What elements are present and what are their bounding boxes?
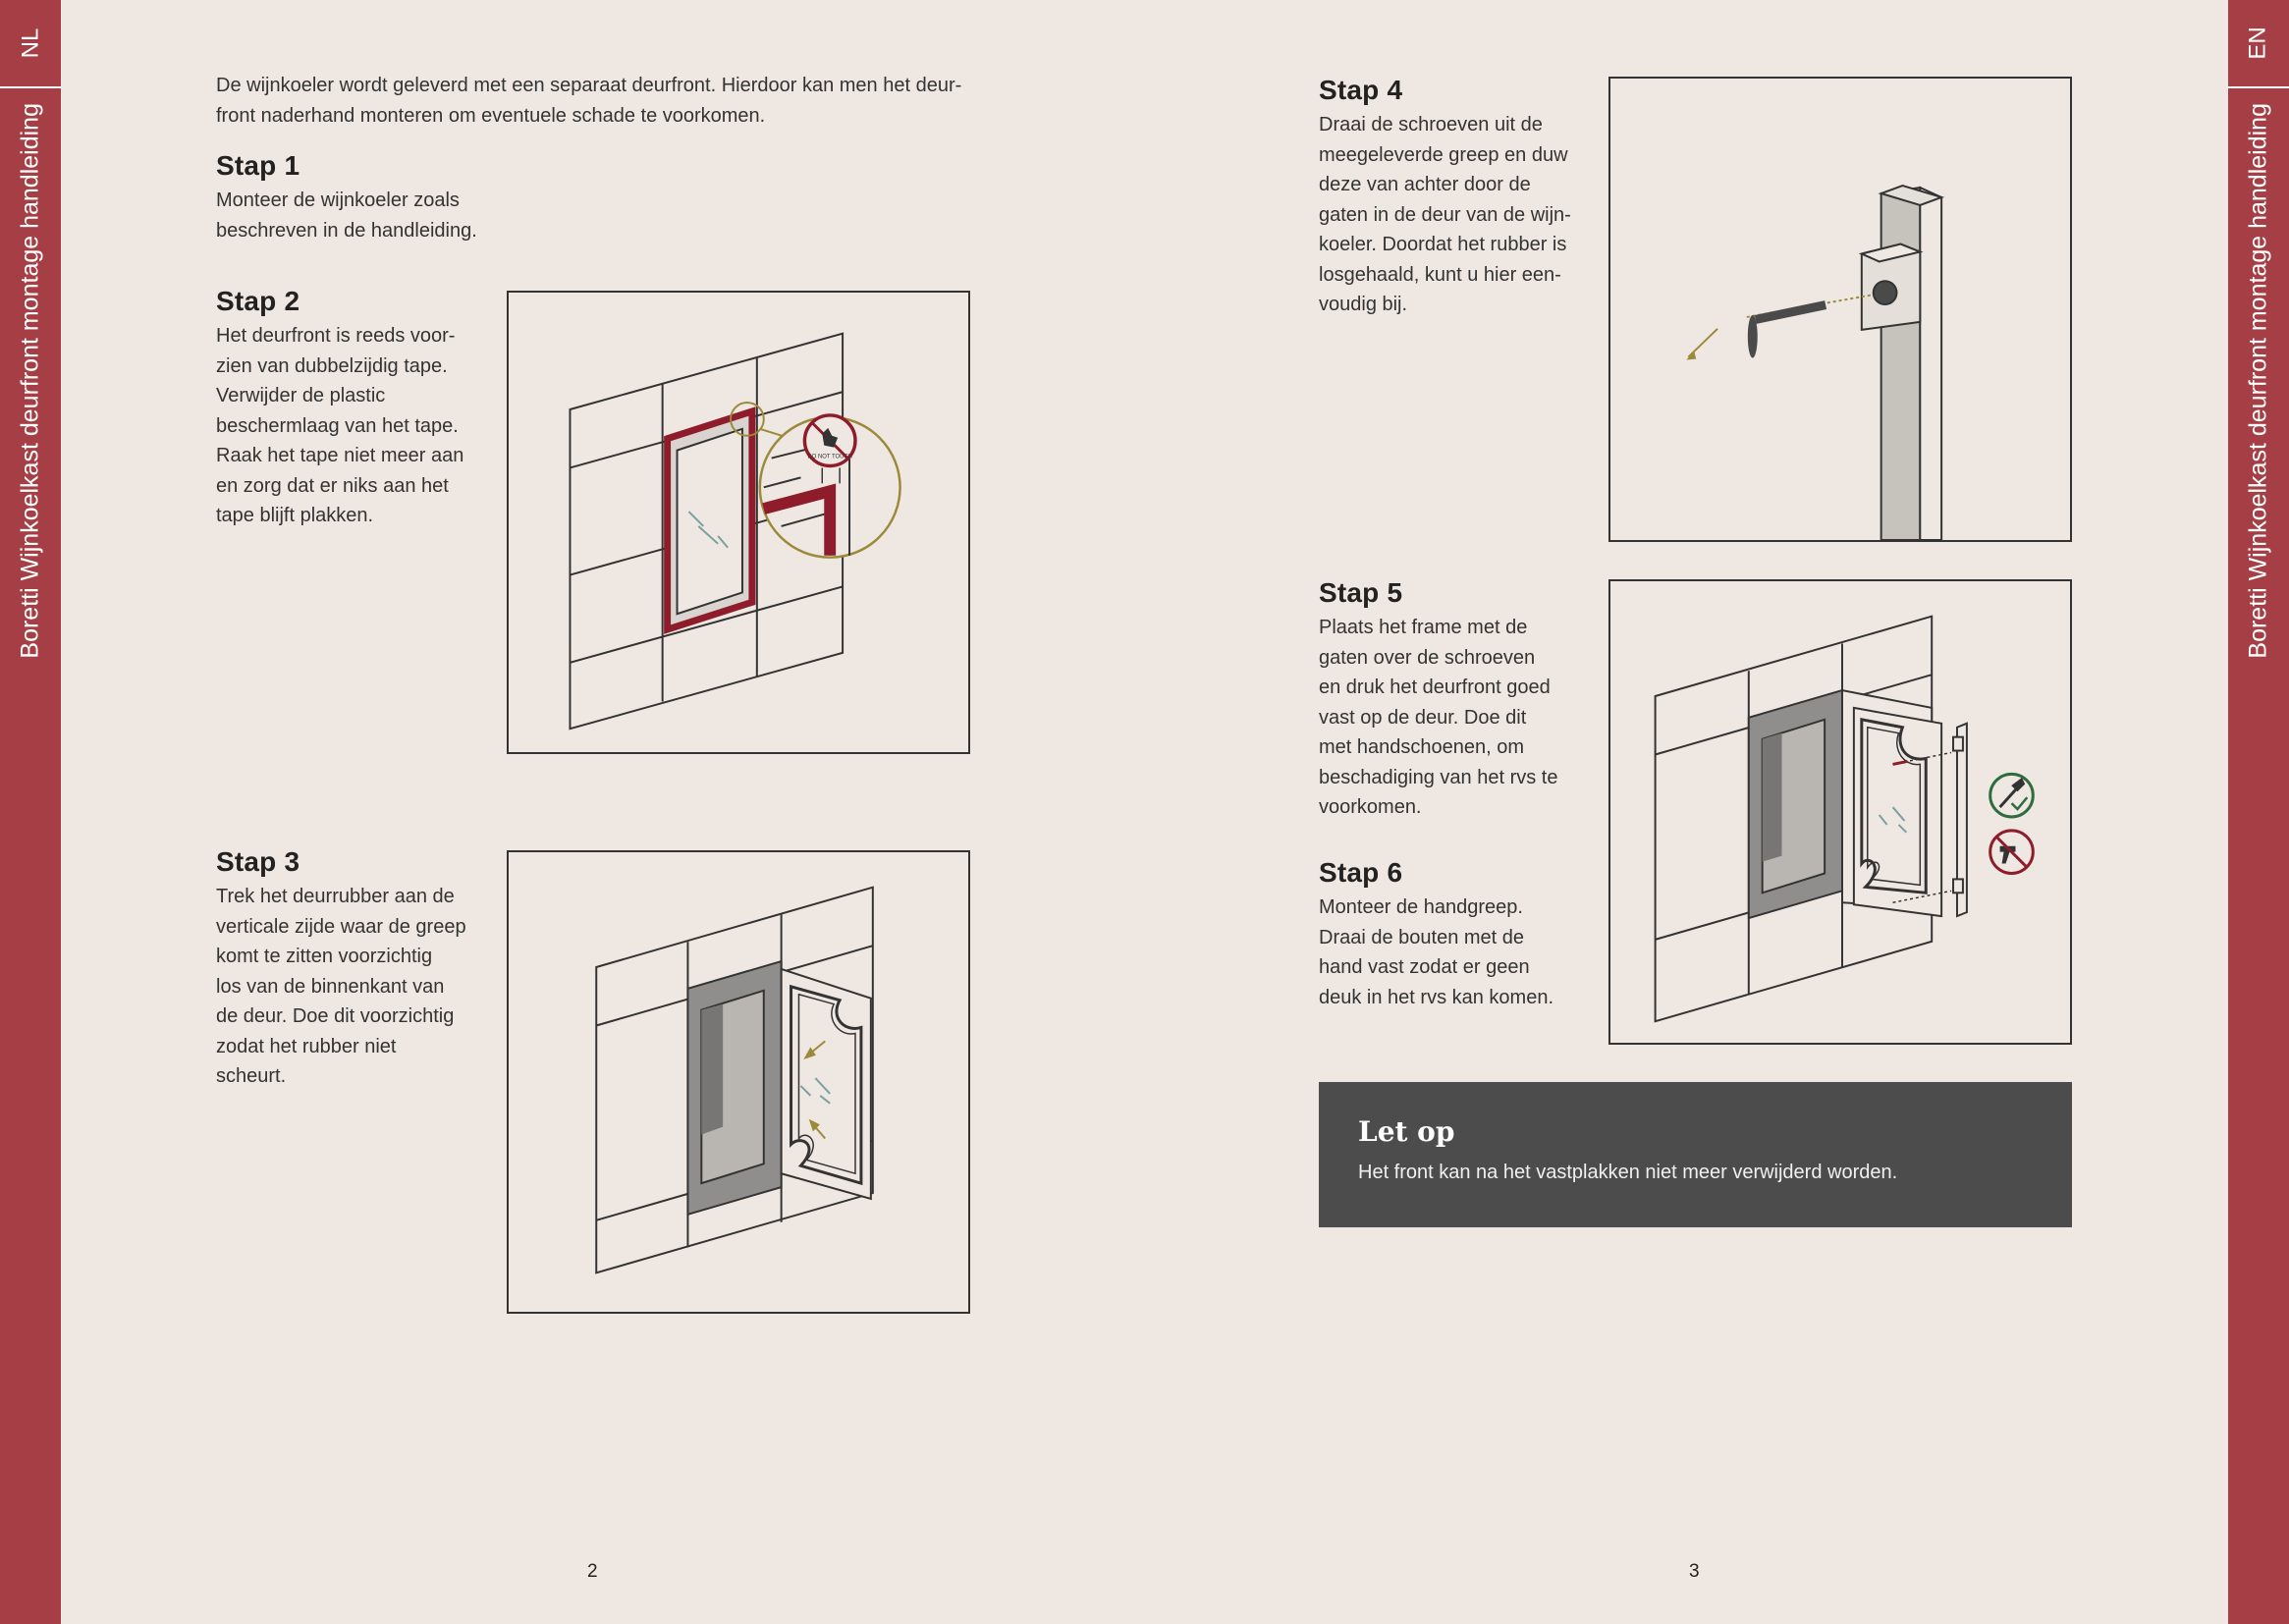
step-text-line: beschreven in de handleiding. xyxy=(216,219,477,242)
page-number-left: 2 xyxy=(587,1561,598,1582)
step-text-line: beschermlaag van het tape. xyxy=(216,414,459,437)
illustration-door-rubber xyxy=(509,852,968,1312)
manual-title: Boretti Wijnkoelkast deurfront montage handleiding xyxy=(17,103,44,659)
step-3 xyxy=(216,846,511,1092)
step-1 xyxy=(216,150,511,245)
step-text-line: Plaats het frame met de xyxy=(1319,617,1528,638)
manual-title: Boretti Wijnkoelkast deurfront montage handleiding xyxy=(2245,103,2272,659)
warning-note xyxy=(1319,1082,2072,1227)
step-text-line: tape blijft plakken. xyxy=(216,505,374,526)
step-title: Stap 3 xyxy=(216,846,300,877)
step-text-line: Draai de schroeven uit de xyxy=(1319,114,1543,135)
sidebar-right xyxy=(2228,0,2289,1624)
step-text-line: deuk in het rvs kan komen. xyxy=(1319,986,1554,1008)
language-tab-en xyxy=(2228,0,2289,88)
step-text-line: en druk het deurfront goed xyxy=(1319,677,1551,698)
step-text-line: komt te zitten voorzichtig xyxy=(216,946,433,967)
step-text-line: hand vast zodat er geen xyxy=(1319,956,1530,978)
intro-line-2: front naderhand monteren om eventuele schade te voorkomen. xyxy=(216,104,766,127)
step-4 xyxy=(1319,75,1613,320)
step-text-line: verticale zijde waar de greep xyxy=(216,915,466,938)
page-number-right: 3 xyxy=(1689,1561,1700,1582)
figure-step-3 xyxy=(507,850,970,1314)
step-text-line: losgehaald, kunt u hier een- xyxy=(1319,263,1561,286)
illustration-frame-mount xyxy=(1610,581,2070,1043)
illustration-tape-door xyxy=(509,293,968,752)
step-text-line: Draai de bouten met de xyxy=(1319,926,1525,948)
step-text-line: gaten over de schroeven xyxy=(1319,646,1536,669)
figure-step-5 xyxy=(1608,579,2072,1045)
step-text-line: scheurt. xyxy=(216,1065,287,1087)
sidebar-left xyxy=(0,0,61,1624)
step-title: Stap 4 xyxy=(1319,75,1403,105)
step-text-line: en zorg dat er niks aan het xyxy=(216,474,449,497)
note-text: Het front kan na het vastplakken niet meer verwijderd worden. xyxy=(1358,1162,1898,1183)
language-label: EN xyxy=(2245,27,2271,60)
step-text-line: met handschoenen, om xyxy=(1319,736,1525,758)
step-text-line: beschadiging van het rvs te xyxy=(1319,766,1558,788)
step-title: Stap 6 xyxy=(1319,857,1403,888)
no-touch-label: DO NOT TOUCH xyxy=(807,454,852,460)
step-text-line: Verwijder de plastic xyxy=(216,385,386,406)
step-text-line: deze van achter door de xyxy=(1319,174,1531,195)
step-text-line: vast op de deur. Doe dit xyxy=(1319,706,1527,729)
intro-paragraph xyxy=(216,71,992,131)
step-title: Stap 1 xyxy=(216,150,300,181)
step-6 xyxy=(1319,857,1613,1012)
step-text-line: Trek het deurrubber aan de xyxy=(216,886,455,907)
intro-line-1: De wijnkoeler wordt geleverd met een separaat deurfront. Hierdoor kan men het deur- xyxy=(216,75,962,96)
step-text-line: los van de binnenkant van xyxy=(216,975,445,998)
step-title: Stap 5 xyxy=(1319,577,1403,608)
step-text-line: de deur. Doe dit voorzichtig xyxy=(216,1005,455,1027)
figure-step-4 xyxy=(1608,77,2072,542)
step-text-line: meegeleverde greep en duw xyxy=(1319,143,1568,166)
step-title: Stap 2 xyxy=(216,286,300,316)
step-text-line: voudig bij. xyxy=(1319,294,1408,315)
note-title: Let op xyxy=(1358,1115,1455,1148)
step-text-line: gaten in de deur van de wijn- xyxy=(1319,203,1571,226)
step-text-line: zien van dubbelzijdig tape. xyxy=(216,354,448,377)
language-label: NL xyxy=(17,27,43,59)
step-text-line: zodat het rubber niet xyxy=(216,1035,397,1057)
step-2 xyxy=(216,286,511,531)
illustration-handle-screw xyxy=(1610,79,2070,540)
figure-step-2 xyxy=(507,291,970,754)
step-text-line: Monteer de handgreep. xyxy=(1319,896,1523,918)
step-text-line: Monteer de wijnkoeler zoals xyxy=(216,189,460,211)
language-tab-nl xyxy=(0,0,61,88)
step-text-line: Het deurfront is reeds voor- xyxy=(216,325,456,347)
step-text-line: voorkomen. xyxy=(1319,796,1422,818)
step-text-line: Raak het tape niet meer aan xyxy=(216,445,464,466)
step-5 xyxy=(1319,577,1613,823)
step-text-line: koeler. Doordat het rubber is xyxy=(1319,234,1567,255)
